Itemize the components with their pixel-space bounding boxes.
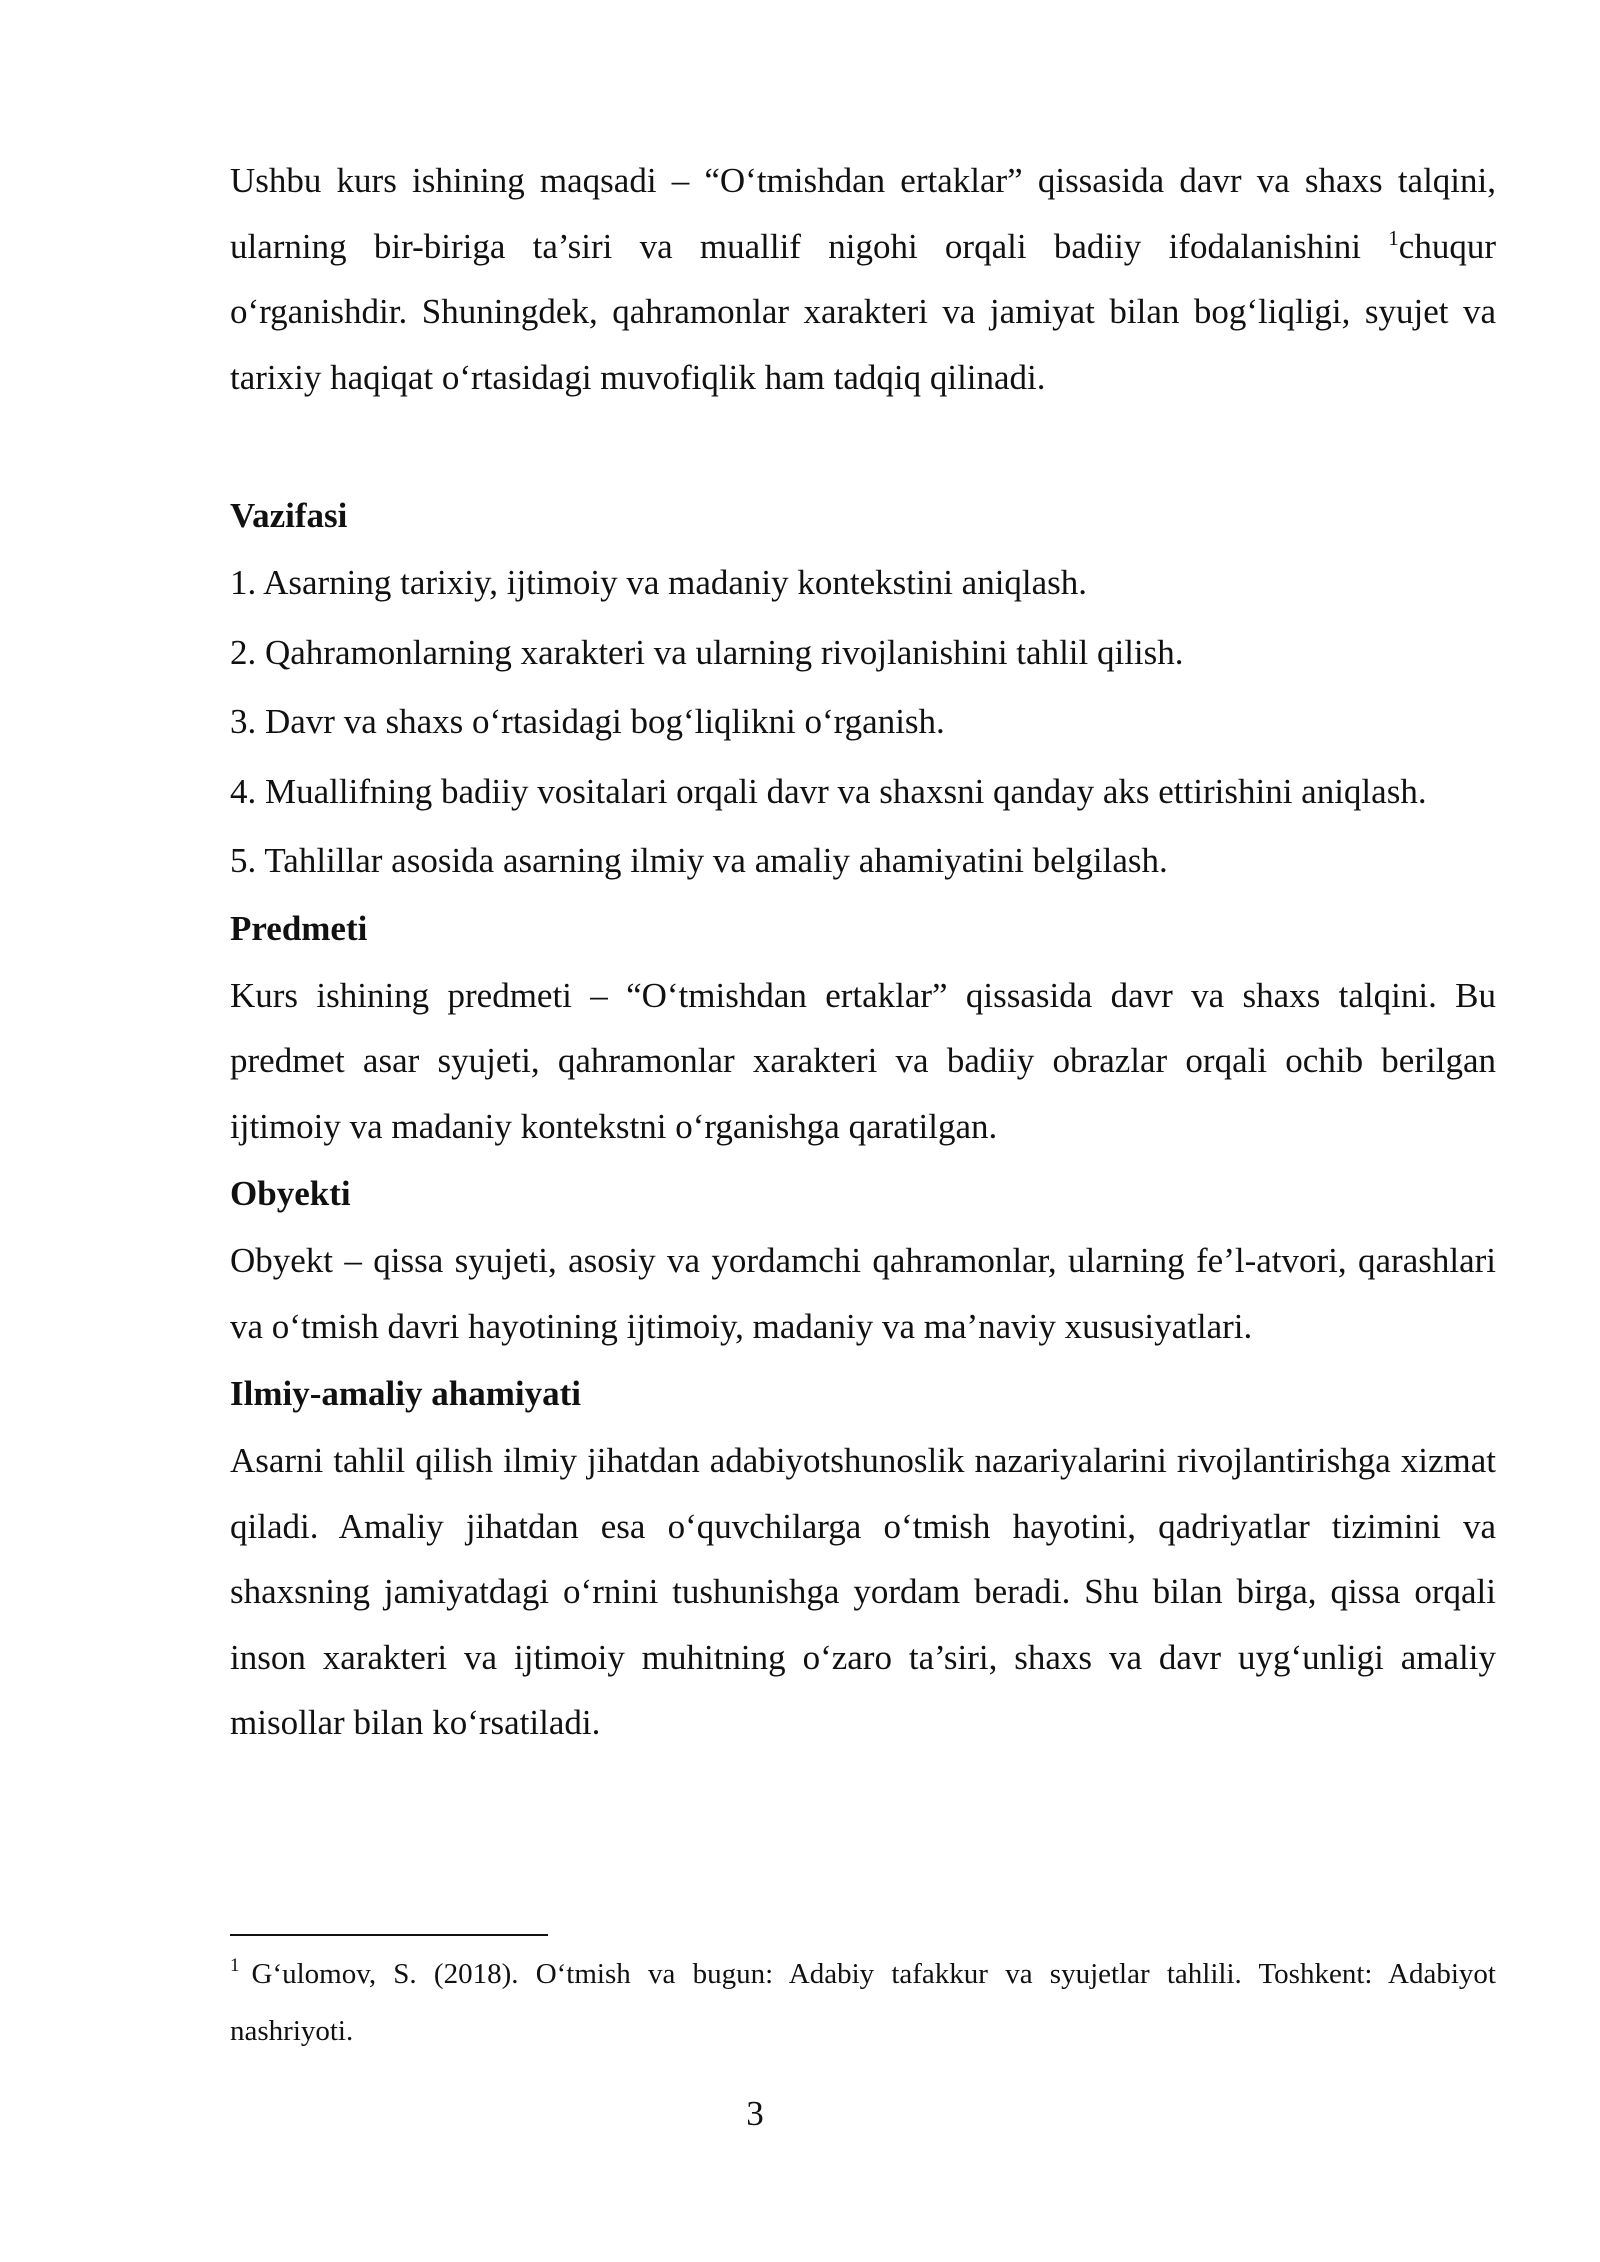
ahamiyati-paragraph: Asarni tahlil qilish ilmiy jihatdan adabiyotshunoslik nazariyalarini rivojlantirishga xizmat qiladi. Amaliy jihatdan esa o‘quvchilarga o‘tmish hayotini, qadriyatlar tizimini va shaxsning jamiyatdagi o‘rnini tushunishga yordam beradi. Shu bilan birga, qissa orqali inson xarakteri va ijtimoiy muhitning o‘zaro ta’siri, shaxs va davr uyg‘unligi amaliy misollar bilan ko‘rsatiladi. [230,1441,1496,1742]
task-item-1: 1. Asarning tarixiy, ijtimoiy va madaniy kontekstini aniqlash. [230,563,1088,602]
footnote-reference: 1 [1388,225,1399,250]
section-heading-ahamiyati: Ilmiy-amaliy ahamiyati [230,1374,581,1413]
task-item-5: 5. Tahlillar asosida asarning ilmiy va amaliy ahamiyatini belgilash. [230,841,1168,880]
footnote-text: G‘ulomov, S. (2018). O‘tmish va bugun: Adabiy tafakkur va syujetlar tahlili. Toshkent: Adabiyot nashriyoti. [230,1958,1496,2047]
footnote [230,1946,1496,2060]
intro-paragraph [230,148,1496,410]
section-heading-predmeti: Predmeti [230,908,368,948]
intro-text-end: chuqur o‘rganishdir. Shuningdek, qahramonlar xarakteri va jamiyat bilan bog‘liqligi, syujet va tarixiy haqiqat o‘rtasidagi muvofiqlik ham tadqiq qilinadi. [230,226,1496,397]
section-heading-obyekti: Obyekti [230,1174,351,1213]
section-vazifasi [230,481,1496,894]
task-item-4 [230,759,1496,825]
task-item-4-text: 4. Muallifning badiiy vositalari orqali davr va shaxsni qanday aks ettirishini aniqlash. [230,771,1427,811]
document-body [230,148,1496,1756]
page-number: 3 [746,2094,764,2133]
footnote-separator [230,1934,548,1936]
task-item-3: 3. Davr va shaxs o‘rtasidagi bog‘liqlikni o‘rganish. [230,702,945,741]
obyekti-paragraph: Obyekt – qissa syujeti, asosiy va yordamchi qahramonlar, ularning fe’l-atvori, qarashlari va o‘tmish davri hayotining ijtimoiy, madaniy va ma’naviy xususiyatlari. [230,1241,1496,1346]
section-ahamiyati [230,1359,1496,1756]
section-spacer [230,410,1496,481]
section-obyekti [230,1159,1496,1359]
section-heading-vazifasi: Vazifasi [230,496,348,535]
intro-text-start: Ushbu kurs ishining maqsadi – “O‘tmishdan ertaklar” qissasida davr va shaxs talqini, ularning bir-biriga ta’siri va muallif nigohi orqali badiiy ifodalanishini [230,161,1496,266]
section-predmeti [230,894,1496,1160]
footnote-marker: 1 [230,1955,240,1976]
task-item-2: 2. Qahramonlarning xarakteri va ularning rivojlanishini tahlil qilish. [230,632,1184,672]
predmeti-paragraph: Kurs ishining predmeti – “O‘tmishdan ertaklar” qissasida davr va shaxs talqini. Bu predmet asar syujeti, qahramonlar xarakteri va badiiy obrazlar orqali ochib berilgan ijtimoiy va madaniy kontekstni o‘rganishga qaratilgan. [230,975,1496,1146]
